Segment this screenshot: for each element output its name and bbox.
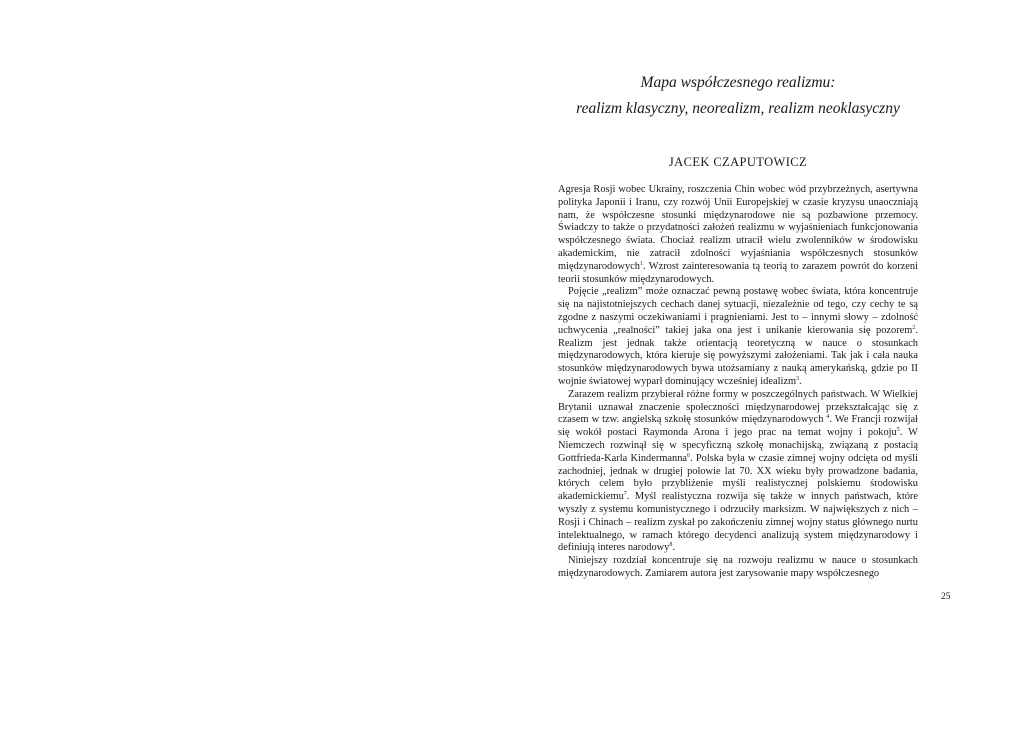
- body-paragraph: [558, 286, 918, 388]
- footnote-marker[interactable]: 1: [639, 260, 643, 267]
- chapter-body: [558, 184, 918, 581]
- paragraph-text: Niniejszy rozdział koncentruje się na rozwoju realizmu w nauce o stosunkach międzynarodowych. Zamiarem autora jest zarysowanie mapy współczesnego: [558, 555, 918, 579]
- footnote-marker[interactable]: 4: [826, 414, 830, 421]
- paragraph-text: . Polska była w czasie zimnej wojny odcięta od myśli zachodniej, jednak w drugiej połowie lat 70. XX wieku były prowadzone badania, których celem było przybliżenie myśli realistycznej polskiemu środowisku akademickiemu: [558, 452, 918, 503]
- paragraph-text: Pojęcie „realizm” może oznaczać pewną postawę wobec świata, która koncentruje się na najistotniejszych cechach danej sytuacji, niezależnie od tego, czy cechy te są zgodne z naszymi oczekiwaniami i pragnieniami. Jest to – innymi słowy – zdolność uchwycenia „realności” takiej jaka ona jest i unikanie kierowania się pozorem: [558, 286, 918, 336]
- paragraph-text: . Wzrost zainteresowania tą teorią to zarazem powrót do korzeni teorii stosunków międzynarodowych.: [558, 260, 918, 285]
- paragraph-text: .: [799, 375, 802, 387]
- body-paragraph: [558, 555, 918, 581]
- chapter-title-line-2: realizm klasyczny, neorealizm, realizm neoklasyczny: [576, 100, 900, 117]
- body-paragraph: [558, 389, 918, 555]
- author-name: JACEK CZAPUTOWICZ: [668, 155, 808, 169]
- paragraph-text: . W Niemczech rozwinął się w specyficzną szkołę monachijską, związaną z postacią Gottfrieda-Karla Kindermanna: [558, 427, 918, 464]
- paragraph-text: Zarazem realizm przybierał różne formy w poszczególnych państwach. W Wielkiej Brytanii uznawał znaczenie społeczności międzynarodowej przekształcając się z czasem w tzw. angielską szkołę stosunków międzynarodowych: [558, 388, 918, 426]
- footnote-marker[interactable]: 7: [623, 491, 627, 498]
- paragraph-text: . We Francji rozwijał się wokół postaci Raymonda Arona i jego prac na temat wojny i pokoju: [558, 414, 918, 439]
- footnote-marker[interactable]: 2: [912, 324, 916, 331]
- paragraph-text: . Myśl realistyczna rozwija się także w innych państwach, które wyszły z systemu komunistycznego i odrzuciły marksizm. W największych z nich – Rosji i Chinach – realizm zyskał po zakończeniu zimnej wojny status głównego nurtu intelektualnego, w ramach którego decydenci analizują system międzynarodowy i definiują interes narodowy: [558, 491, 918, 554]
- footnote-marker[interactable]: 6: [687, 452, 691, 459]
- footnote-marker[interactable]: 3: [796, 375, 800, 382]
- footnote-marker[interactable]: 8: [669, 542, 673, 549]
- paragraph-text: Agresja Rosji wobec Ukrainy, roszczenia Chin wobec wód przybrzeżnych, asertywna polityka Japonii i Iranu, czy rozwój Unii Europejskiej w czasie kryzysu unaoczniają nam, że współczesne stosunki międzynarodowe nie są pozbawione przemocy. Świadczy to także o przydatności założeń realizmu w wyjaśnieniach funkcjonowania współczesnego świata. Chociaż realizm utracił wielu zwolenników w środowisku akademickim, nie zatracił zdolności wyjaśniania współczesnych stosunków międzynarodowych: [558, 184, 918, 272]
- paragraph-text: .: [672, 542, 675, 554]
- footnote-marker[interactable]: 5: [896, 427, 900, 434]
- chapter-title-line-1: Mapa współczesnego realizmu:: [640, 74, 836, 91]
- page-number: 25: [941, 592, 951, 602]
- body-paragraph: [558, 184, 918, 286]
- paragraph-text: . Realizm jest jednak także orientacją teoretyczną w nauce o stosunkach międzynarodowych, która kieruje się powyższymi założeniami. Tak jak i cała nauka stosunków międzynarodowych bywa utożsamiany z nauką amerykańską, gdzie po II wojnie światowej wyparł dominujący wcześniej idealizm: [558, 324, 918, 387]
